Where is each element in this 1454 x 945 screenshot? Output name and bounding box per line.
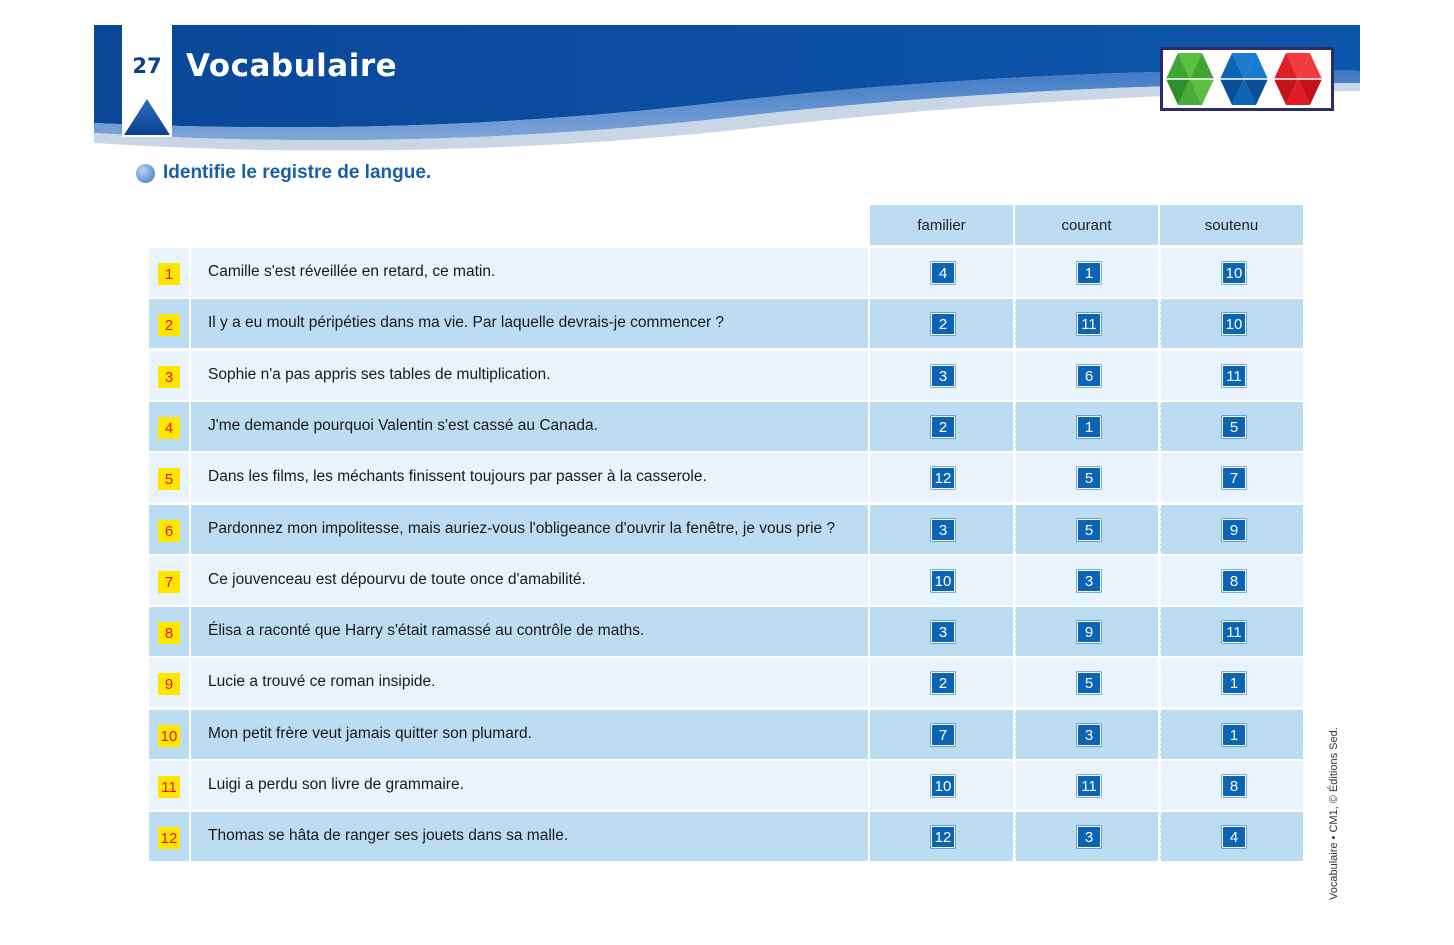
option-cell-familier[interactable] <box>870 402 1013 451</box>
option-badge[interactable]: 8 <box>1222 775 1246 797</box>
table-row <box>149 402 1305 451</box>
option-badge[interactable]: 11 <box>1222 365 1246 387</box>
sentence-cell <box>191 505 868 554</box>
table-row <box>149 607 1305 656</box>
row-number-cell <box>149 761 189 810</box>
row-number-cell <box>149 556 189 605</box>
option-badge[interactable]: 2 <box>931 416 955 438</box>
option-cell-courant[interactable] <box>1015 505 1158 554</box>
option-cell-soutenu[interactable] <box>1160 248 1303 297</box>
option-cell-courant[interactable] <box>1015 710 1158 759</box>
option-badge[interactable]: 3 <box>931 519 955 541</box>
sentence-cell <box>191 761 868 810</box>
sentence-text: Pardonnez mon impolitesse, mais auriez-vous l'obligeance d'ouvrir la fenêtre, je vous prie ? <box>208 520 836 537</box>
option-cell-soutenu[interactable] <box>1160 812 1303 861</box>
row-number-badge: 1 <box>158 263 180 285</box>
option-cell-courant[interactable] <box>1015 351 1158 400</box>
sentence-text: Dans les films, les méchants finissent toujours par passer à la casserole. <box>208 468 707 485</box>
tab-triangle-icon <box>122 97 172 137</box>
table-row <box>149 658 1305 707</box>
option-badge[interactable]: 3 <box>931 621 955 643</box>
option-cell-familier[interactable] <box>870 607 1013 656</box>
option-cell-soutenu[interactable] <box>1160 761 1303 810</box>
row-number-cell <box>149 453 189 502</box>
row-number-badge: 5 <box>158 468 180 490</box>
option-badge[interactable]: 2 <box>931 313 955 335</box>
page-title: Vocabulaire <box>186 48 398 84</box>
table-row <box>149 299 1305 348</box>
option-cell-familier[interactable] <box>870 710 1013 759</box>
option-cell-courant[interactable] <box>1015 453 1158 502</box>
option-cell-soutenu[interactable] <box>1160 607 1303 656</box>
option-cell-courant[interactable] <box>1015 556 1158 605</box>
row-number-cell <box>149 248 189 297</box>
option-badge[interactable]: 12 <box>931 826 955 848</box>
sentence-cell <box>191 351 868 400</box>
option-badge[interactable]: 4 <box>931 262 955 284</box>
sentence-cell <box>191 607 868 656</box>
option-cell-familier[interactable] <box>870 505 1013 554</box>
option-badge[interactable]: 11 <box>1077 775 1101 797</box>
sentence-cell <box>191 453 868 502</box>
option-badge[interactable]: 12 <box>931 467 955 489</box>
sentence-text: Il y a eu moult péripéties dans ma vie. Par laquelle devrais-je commencer ? <box>208 314 725 331</box>
option-badge[interactable]: 1 <box>1222 672 1246 694</box>
option-cell-soutenu[interactable] <box>1160 351 1303 400</box>
table-row <box>149 248 1305 297</box>
option-badge[interactable]: 5 <box>1077 467 1101 489</box>
option-badge[interactable]: 9 <box>1077 621 1101 643</box>
row-number-cell <box>149 812 189 861</box>
option-cell-courant[interactable] <box>1015 607 1158 656</box>
row-number-cell <box>149 402 189 451</box>
option-cell-familier[interactable] <box>870 248 1013 297</box>
option-badge[interactable]: 10 <box>931 775 955 797</box>
option-cell-familier[interactable] <box>870 658 1013 707</box>
row-number-cell <box>149 299 189 348</box>
table-row <box>149 351 1305 400</box>
option-cell-familier[interactable] <box>870 453 1013 502</box>
row-number-badge: 10 <box>158 725 180 747</box>
row-number-badge: 4 <box>158 417 180 439</box>
option-badge[interactable]: 7 <box>931 724 955 746</box>
sentence-cell <box>191 710 868 759</box>
column-header-familier: familier <box>870 205 1013 245</box>
option-badge[interactable]: 5 <box>1077 672 1101 694</box>
option-badge[interactable]: 8 <box>1222 570 1246 592</box>
option-cell-soutenu[interactable] <box>1160 402 1303 451</box>
table-row <box>149 505 1305 554</box>
option-badge[interactable]: 10 <box>931 570 955 592</box>
sentence-text: Camille s'est réveillée en retard, ce matin. <box>208 263 496 280</box>
option-badge[interactable]: 1 <box>1077 416 1101 438</box>
column-header-soutenu: soutenu <box>1160 205 1303 245</box>
option-cell-soutenu[interactable] <box>1160 453 1303 502</box>
sentence-cell <box>191 248 868 297</box>
sentence-cell <box>191 299 868 348</box>
option-cell-courant[interactable] <box>1015 658 1158 707</box>
option-cell-familier[interactable] <box>870 812 1013 861</box>
sentence-text: Élisa a raconté que Harry s'était ramassé au contrôle de maths. <box>208 622 645 639</box>
option-badge[interactable]: 1 <box>1077 262 1101 284</box>
sentence-text: Mon petit frère veut jamais quitter son plumard. <box>208 725 532 742</box>
option-cell-courant[interactable] <box>1015 299 1158 348</box>
sentence-cell <box>191 812 868 861</box>
row-number-badge: 6 <box>158 520 180 542</box>
sentence-cell <box>191 556 868 605</box>
page-number: 27 <box>132 54 162 78</box>
instruction-text: Identifie le registre de langue. <box>163 162 432 183</box>
option-badge[interactable]: 7 <box>1222 467 1246 489</box>
sentence-text: Thomas se hâta de ranger ses jouets dans sa malle. <box>208 827 569 844</box>
option-cell-familier[interactable] <box>870 761 1013 810</box>
option-cell-courant[interactable] <box>1015 812 1158 861</box>
row-number-badge: 12 <box>158 827 180 849</box>
sentence-cell <box>191 402 868 451</box>
option-cell-soutenu[interactable] <box>1160 299 1303 348</box>
row-number-badge: 9 <box>158 673 180 695</box>
sentence-text: Ce jouvenceau est dépourvu de toute once d'amabilité. <box>208 571 586 588</box>
option-badge[interactable]: 11 <box>1077 313 1101 335</box>
table-row <box>149 710 1305 759</box>
option-badge[interactable]: 3 <box>1077 724 1101 746</box>
sentence-text: Sophie n'a pas appris ses tables de multiplication. <box>208 366 551 383</box>
sentence-text: Luigi a perdu son livre de grammaire. <box>208 776 464 793</box>
colored-triangles-logo <box>1160 47 1334 111</box>
row-number-cell <box>149 351 189 400</box>
option-badge[interactable]: 3 <box>931 365 955 387</box>
sentence-cell <box>191 658 868 707</box>
row-number-badge: 2 <box>158 314 180 336</box>
option-cell-soutenu[interactable] <box>1160 710 1303 759</box>
row-number-cell <box>149 710 189 759</box>
option-badge[interactable]: 4 <box>1222 826 1246 848</box>
column-header-courant: courant <box>1015 205 1158 245</box>
row-number-badge: 11 <box>158 776 180 798</box>
sentence-text: Lucie a trouvé ce roman insipide. <box>208 673 436 690</box>
option-cell-courant[interactable] <box>1015 761 1158 810</box>
sentence-text: J'me demande pourquoi Valentin s'est cassé au Canada. <box>208 417 598 434</box>
option-badge[interactable]: 3 <box>1077 826 1101 848</box>
option-cell-soutenu[interactable] <box>1160 505 1303 554</box>
row-number-cell <box>149 658 189 707</box>
option-badge[interactable]: 5 <box>1077 519 1101 541</box>
option-cell-soutenu[interactable] <box>1160 556 1303 605</box>
option-cell-soutenu[interactable] <box>1160 658 1303 707</box>
copyright-credit: Vocabulaire • CM1, © Éditions Sed. <box>1328 727 1340 900</box>
option-badge[interactable]: 10 <box>1222 262 1246 284</box>
option-badge[interactable]: 1 <box>1222 724 1246 746</box>
table-row <box>149 556 1305 605</box>
option-badge[interactable]: 3 <box>1077 570 1101 592</box>
table-row <box>149 761 1305 810</box>
row-number-badge: 8 <box>158 622 180 644</box>
row-number-badge: 7 <box>158 571 180 593</box>
option-cell-courant[interactable] <box>1015 248 1158 297</box>
option-cell-familier[interactable] <box>870 299 1013 348</box>
table-row <box>149 453 1305 502</box>
option-badge[interactable]: 9 <box>1222 519 1246 541</box>
table-row <box>149 812 1305 861</box>
row-number-badge: 3 <box>158 366 180 388</box>
option-badge[interactable]: 6 <box>1077 365 1101 387</box>
option-badge[interactable]: 5 <box>1222 416 1246 438</box>
option-cell-courant[interactable] <box>1015 402 1158 451</box>
option-badge[interactable]: 11 <box>1222 621 1246 643</box>
option-badge[interactable]: 2 <box>931 672 955 694</box>
option-cell-familier[interactable] <box>870 351 1013 400</box>
option-cell-familier[interactable] <box>870 556 1013 605</box>
option-badge[interactable]: 10 <box>1222 313 1246 335</box>
row-number-cell <box>149 607 189 656</box>
row-number-cell <box>149 505 189 554</box>
blue-bullet-icon <box>136 164 155 183</box>
instruction <box>136 162 431 184</box>
